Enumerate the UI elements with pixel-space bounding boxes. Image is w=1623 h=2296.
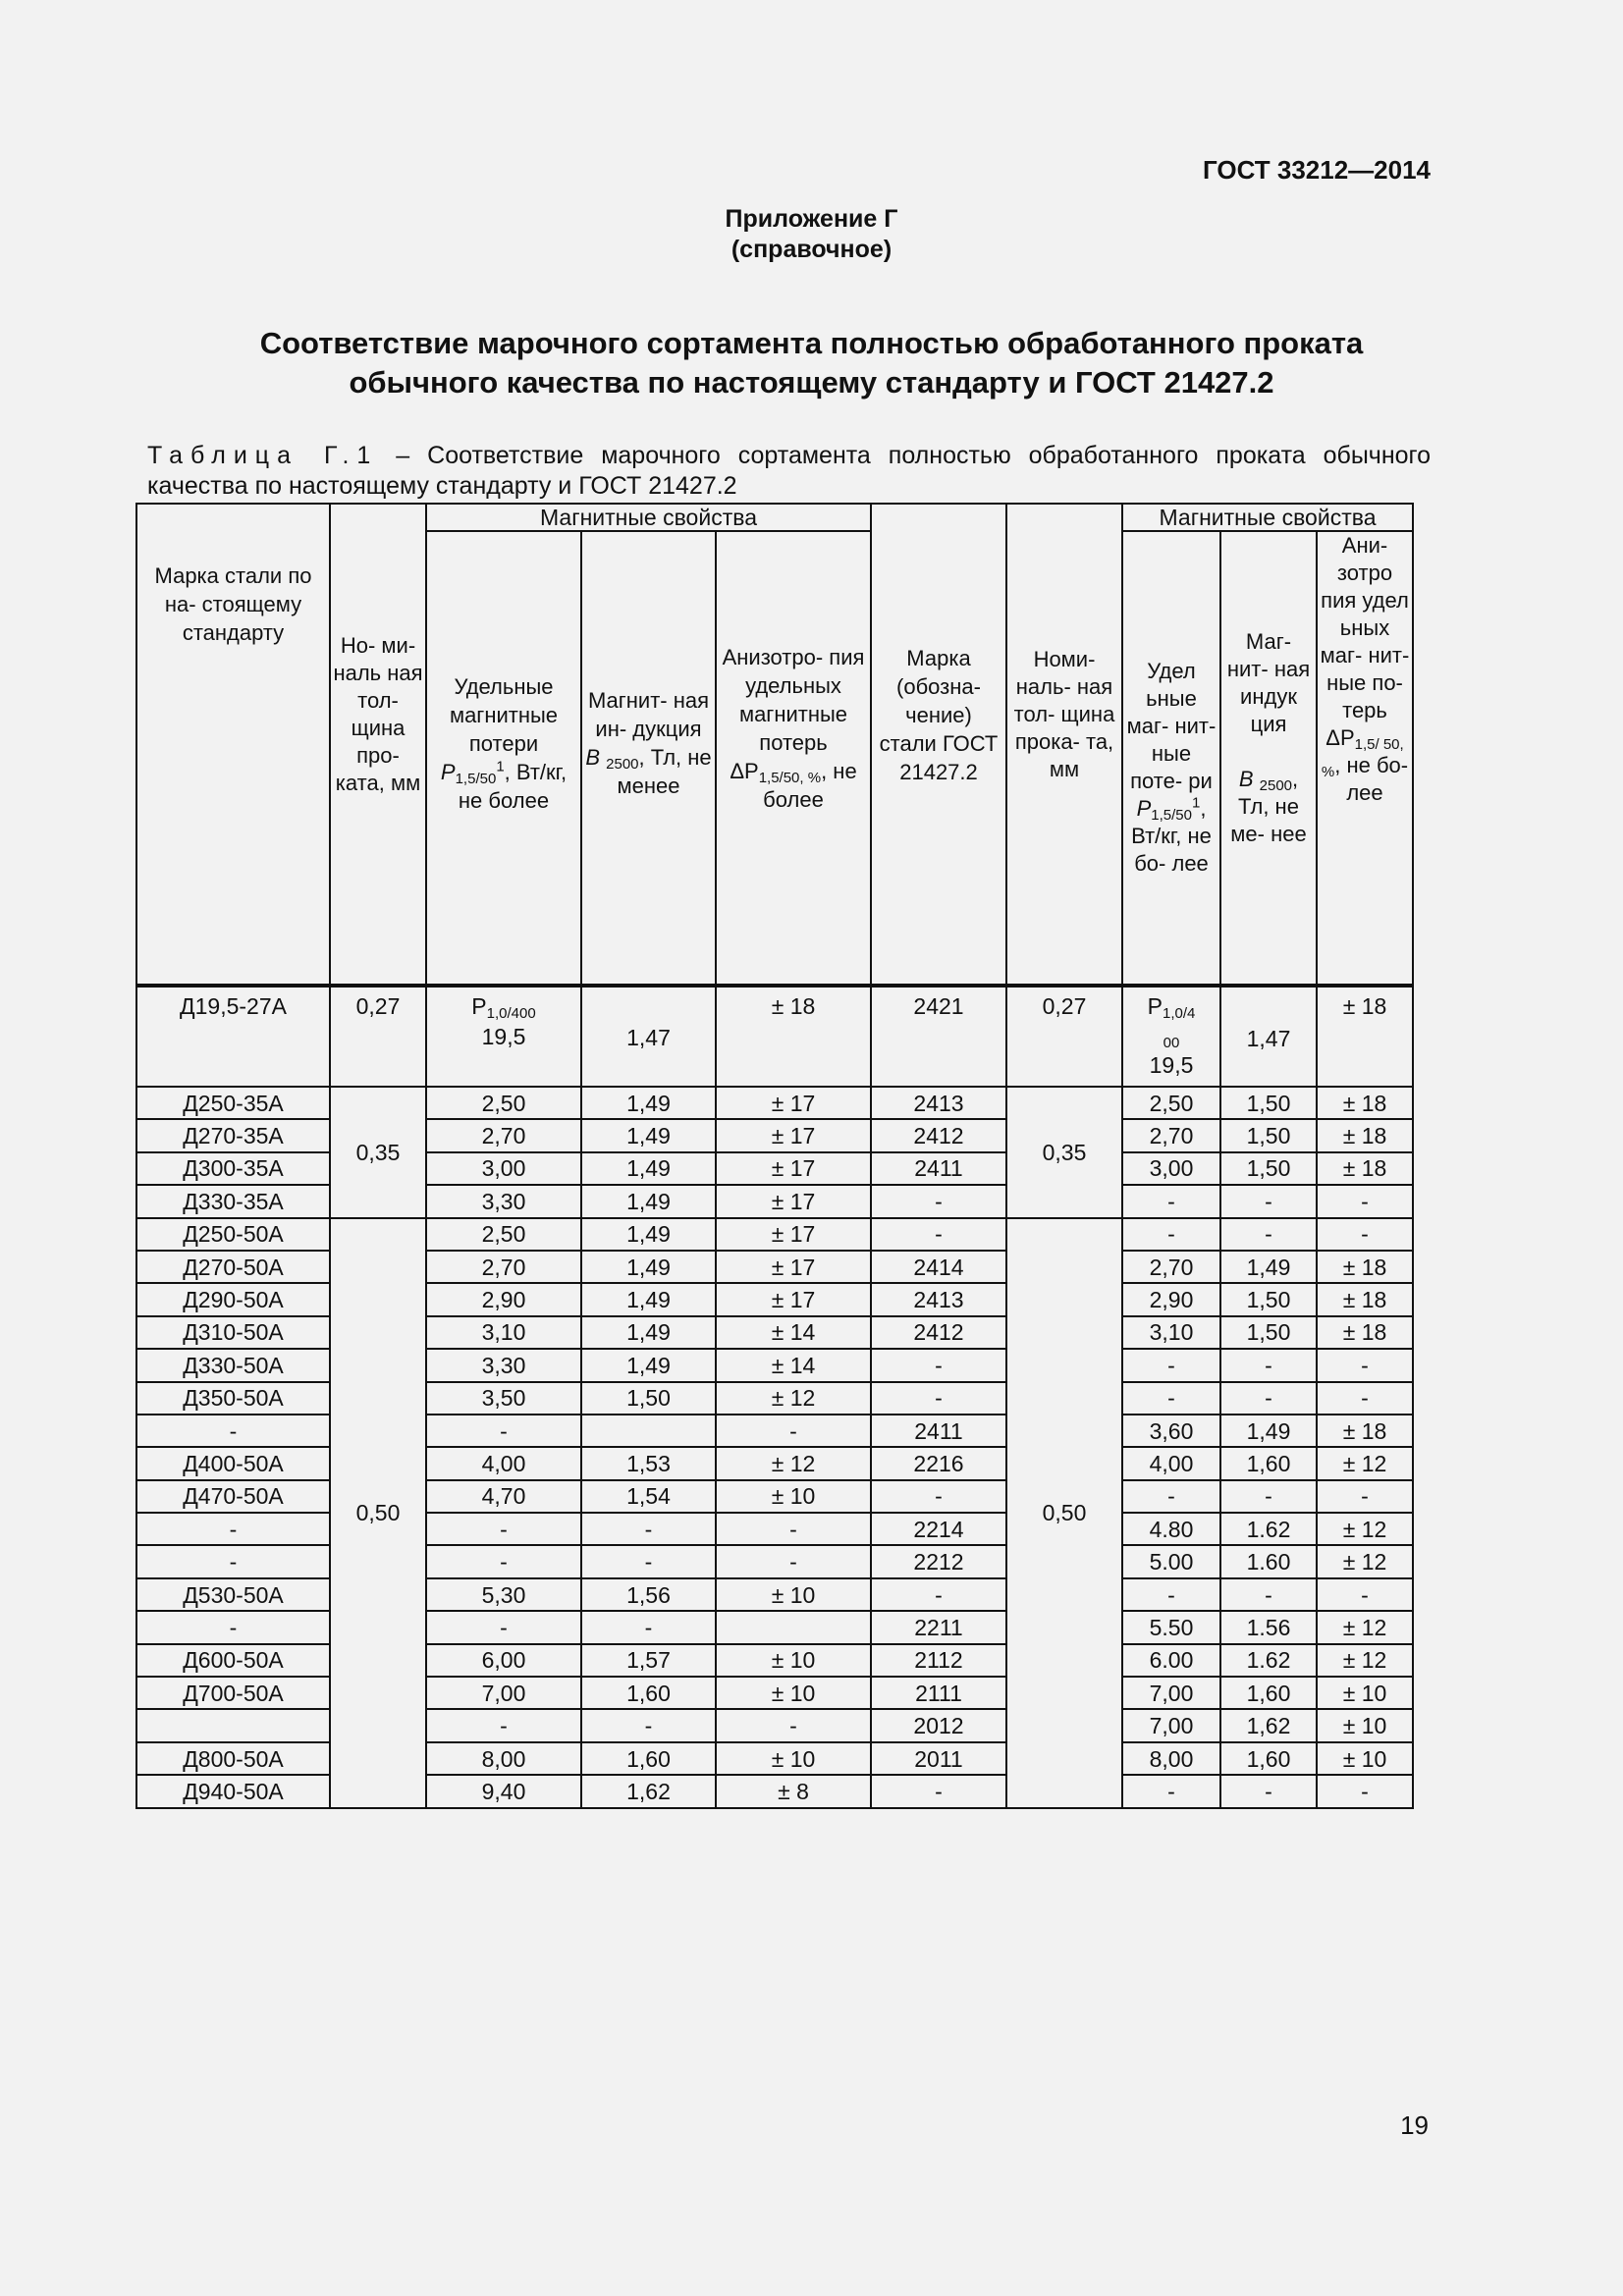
page-number: 19: [1400, 2110, 1429, 2140]
loss2-cell: 3,10: [1122, 1316, 1220, 1349]
induction-cell: 1,56: [581, 1578, 716, 1611]
grade-cell: Д270-50А: [136, 1251, 330, 1283]
induction-cell: 1,49: [581, 1316, 716, 1349]
col-thickness-header: Но- ми- наль ная тол- щина про- ката, мм: [330, 504, 426, 986]
induction-cell: [581, 1415, 716, 1447]
anisotropy2-cell: ± 18: [1317, 986, 1413, 1087]
gost-grade-cell: -: [871, 1578, 1006, 1611]
anisotropy-cell: -: [716, 1513, 871, 1545]
loss2-cell: -: [1122, 1218, 1220, 1251]
induction2-cell: 1,49: [1220, 1251, 1317, 1283]
loss-cell: 2,90: [426, 1283, 581, 1315]
anisotropy2-cell: ± 10: [1317, 1677, 1413, 1709]
anisotropy2-cell: -: [1317, 1349, 1413, 1381]
grade-cell: Д310-50А: [136, 1316, 330, 1349]
induction2-cell: 1.62: [1220, 1513, 1317, 1545]
grade-cell: -: [136, 1545, 330, 1577]
table-row: [136, 1447, 1413, 1479]
loss-cell: 2,50: [426, 1218, 581, 1251]
anisotropy-cell: -: [716, 1709, 871, 1741]
loss2-cell: 6.00: [1122, 1644, 1220, 1677]
loss-cell: 6,00: [426, 1644, 581, 1677]
thickness-cell: 0,27: [330, 986, 426, 1087]
induction-cell: 1,54: [581, 1480, 716, 1513]
anisotropy2-cell: -: [1317, 1218, 1413, 1251]
loss2-cell: 3,60: [1122, 1415, 1220, 1447]
anisotropy-cell: ± 10: [716, 1578, 871, 1611]
gost-grade-cell: 2111: [871, 1677, 1006, 1709]
table-row: [136, 986, 1413, 1087]
loss-cell: -: [426, 1513, 581, 1545]
induction-cell: 1,57: [581, 1644, 716, 1677]
table-label: Таблица Г.1: [147, 442, 379, 469]
loss-cell: -: [426, 1611, 581, 1643]
loss-cell: 2,70: [426, 1251, 581, 1283]
loss-cell: 7,00: [426, 1677, 581, 1709]
loss2-cell: 2,70: [1122, 1251, 1220, 1283]
gost-grade-cell: 2211: [871, 1611, 1006, 1643]
loss-cell: 2,50: [426, 1087, 581, 1119]
anisotropy2-cell: ± 18: [1317, 1316, 1413, 1349]
induction-cell: 1,49: [581, 1152, 716, 1185]
col-loss2-header: Удел ьные маг- нит- ные поте- ри $P_{1,5/50}^1$, Вт/кг, не бо- лее: [1122, 531, 1220, 986]
induction-cell: 1,49: [581, 1185, 716, 1217]
appendix-heading: [0, 204, 1623, 265]
table-row: [136, 1742, 1413, 1775]
loss-cell: 3,30: [426, 1185, 581, 1217]
gost-grade-cell: 2412: [871, 1119, 1006, 1151]
induction2-cell: -: [1220, 1578, 1317, 1611]
anisotropy-cell: ± 17: [716, 1251, 871, 1283]
gost-grade-cell: 2413: [871, 1087, 1006, 1119]
grade-cell: Д19,5-27А: [136, 986, 330, 1087]
table-row: [136, 1218, 1413, 1251]
induction2-cell: -: [1220, 1349, 1317, 1381]
gost-grade-cell: 2212: [871, 1545, 1006, 1577]
col-grade-header: Марка стали по на- стоящему стандарту: [136, 504, 330, 986]
table-row: [136, 1087, 1413, 1119]
anisotropy2-cell: ± 12: [1317, 1611, 1413, 1643]
induction-cell: -: [581, 1545, 716, 1577]
table-row: [136, 1480, 1413, 1513]
loss-cell: 9,40: [426, 1775, 581, 1807]
document-id: ГОСТ 33212—2014: [1203, 155, 1431, 185]
grade-cell: Д330-35А: [136, 1185, 330, 1217]
gost-grade-cell: 2011: [871, 1742, 1006, 1775]
induction-cell: 1,60: [581, 1742, 716, 1775]
title-line-1: Соответствие марочного сортамента полностью обработанного проката: [259, 326, 1364, 360]
anisotropy-cell: ± 12: [716, 1382, 871, 1415]
table-row: [136, 1611, 1413, 1643]
table-row: [136, 1578, 1413, 1611]
anisotropy-cell: [716, 1611, 871, 1643]
anisotropy-cell: -: [716, 1545, 871, 1577]
loss2-cell: 4.80: [1122, 1513, 1220, 1545]
col-loss-header: Удельные магнитные потери $P_{1,5/50}^1$, Вт/кг, не более: [426, 531, 581, 986]
induction2-cell: 1,50: [1220, 1283, 1317, 1315]
loss2-cell: 3,00: [1122, 1152, 1220, 1185]
induction-cell: 1,60: [581, 1677, 716, 1709]
anisotropy-cell: ± 17: [716, 1087, 871, 1119]
anisotropy-cell: ± 17: [716, 1283, 871, 1315]
gost-grade-cell: 2112: [871, 1644, 1006, 1677]
table-row: [136, 1545, 1413, 1577]
grade-cell: Д470-50А: [136, 1480, 330, 1513]
anisotropy2-cell: ± 18: [1317, 1152, 1413, 1185]
gost-grade-cell: -: [871, 1218, 1006, 1251]
thickness2-cell: 0,50: [1006, 1218, 1122, 1808]
anisotropy-cell: ± 12: [716, 1447, 871, 1479]
anisotropy2-cell: ± 18: [1317, 1119, 1413, 1151]
anisotropy2-cell: -: [1317, 1382, 1413, 1415]
anisotropy-cell: ± 10: [716, 1677, 871, 1709]
grade-cell: Д400-50А: [136, 1447, 330, 1479]
grade-cell: -: [136, 1611, 330, 1643]
table-row: [136, 1119, 1413, 1151]
induction2-cell: 1,50: [1220, 1119, 1317, 1151]
loss2-cell: 4,00: [1122, 1447, 1220, 1479]
induction-cell: -: [581, 1611, 716, 1643]
gost-grade-cell: -: [871, 1349, 1006, 1381]
induction2-cell: -: [1220, 1775, 1317, 1807]
col-gost-grade-header: Марка (обозна- чение) стали ГОСТ 21427.2: [871, 504, 1006, 986]
loss-cell: 3,00: [426, 1152, 581, 1185]
grade-correspondence-table: [135, 503, 1414, 1809]
loss2-cell: -: [1122, 1480, 1220, 1513]
gost-grade-cell: -: [871, 1775, 1006, 1807]
loss2-cell: 5.50: [1122, 1611, 1220, 1643]
induction2-cell: 1,47: [1220, 986, 1317, 1087]
anisotropy-cell: ± 10: [716, 1644, 871, 1677]
magnetic-properties-left-header: Магнитные свойства: [426, 504, 871, 531]
thickness2-cell: 0,35: [1006, 1087, 1122, 1218]
loss2-cell: -: [1122, 1382, 1220, 1415]
page-title: [118, 324, 1505, 402]
gost-grade-cell: 2414: [871, 1251, 1006, 1283]
anisotropy2-cell: ± 18: [1317, 1283, 1413, 1315]
induction2-cell: 1.56: [1220, 1611, 1317, 1643]
induction-cell: 1,49: [581, 1218, 716, 1251]
anisotropy-cell: ± 17: [716, 1185, 871, 1217]
grade-cell: Д300-35А: [136, 1152, 330, 1185]
gost-grade-cell: 2412: [871, 1316, 1006, 1349]
grade-cell: Д270-35А: [136, 1119, 330, 1151]
col-induction2-header: Маг- нит- ная индук ция B $_{2500}$, Тл, не ме- нее: [1220, 531, 1317, 986]
gost-grade-cell: 2411: [871, 1415, 1006, 1447]
grade-cell: Д290-50А: [136, 1283, 330, 1315]
loss-cell: -: [426, 1709, 581, 1741]
induction-cell: 1,49: [581, 1087, 716, 1119]
gost-grade-cell: -: [871, 1382, 1006, 1415]
loss2-cell: 7,00: [1122, 1709, 1220, 1741]
gost-grade-cell: -: [871, 1480, 1006, 1513]
loss-cell: 4,70: [426, 1480, 581, 1513]
anisotropy2-cell: -: [1317, 1578, 1413, 1611]
loss2-cell: -: [1122, 1349, 1220, 1381]
table-row: [136, 1644, 1413, 1677]
anisotropy2-cell: -: [1317, 1480, 1413, 1513]
table-row: [136, 1382, 1413, 1415]
anisotropy2-cell: -: [1317, 1185, 1413, 1217]
gost-grade-cell: 2214: [871, 1513, 1006, 1545]
induction-cell: 1,49: [581, 1349, 716, 1381]
loss2-cell: 2,50: [1122, 1087, 1220, 1119]
loss-cell: 5,30: [426, 1578, 581, 1611]
grade-cell: Д350-50А: [136, 1382, 330, 1415]
loss2-cell: 8,00: [1122, 1742, 1220, 1775]
anisotropy2-cell: ± 12: [1317, 1644, 1413, 1677]
col-thickness2-header: Номи- наль- ная тол- щина прока- та, мм: [1006, 504, 1122, 986]
loss2-cell: -: [1122, 1578, 1220, 1611]
induction-cell: 1,50: [581, 1382, 716, 1415]
table-row: [136, 1677, 1413, 1709]
gost-grade-cell: -: [871, 1185, 1006, 1217]
anisotropy-cell: ± 18: [716, 986, 871, 1087]
table-caption-text: – Соответствие марочного сортамента полностью обработанного проката обычного качества по настоящему стандарту и ГОСТ 21427.2: [147, 442, 1431, 500]
loss2-cell: 5.00: [1122, 1545, 1220, 1577]
loss-cell: -: [426, 1545, 581, 1577]
induction-cell: -: [581, 1513, 716, 1545]
grade-cell: -: [136, 1513, 330, 1545]
anisotropy-cell: ± 10: [716, 1742, 871, 1775]
loss2-cell: 7,00: [1122, 1677, 1220, 1709]
table-row: [136, 1283, 1413, 1315]
grade-cell: Д330-50А: [136, 1349, 330, 1381]
rows-035: [136, 1087, 1413, 1218]
appendix-label: Приложение Г: [725, 205, 898, 233]
loss-cell: 3,30: [426, 1349, 581, 1381]
loss2-cell: 2,90: [1122, 1283, 1220, 1315]
anisotropy-cell: ± 14: [716, 1349, 871, 1381]
table-row: [136, 1152, 1413, 1185]
anisotropy-cell: ± 8: [716, 1775, 871, 1807]
rows-050: [136, 1218, 1413, 1808]
gost-grade-cell: 2413: [871, 1283, 1006, 1315]
anisotropy-cell: -: [716, 1415, 871, 1447]
induction2-cell: 1.60: [1220, 1545, 1317, 1577]
table-caption: [147, 441, 1431, 502]
induction2-cell: -: [1220, 1480, 1317, 1513]
loss-cell: $Р_{1,0/400}$ 19,5: [426, 986, 581, 1087]
anisotropy-cell: ± 17: [716, 1119, 871, 1151]
loss2-cell: -: [1122, 1775, 1220, 1807]
table-row: [136, 1316, 1413, 1349]
magnetic-properties-right-header: Магнитные свойства: [1122, 504, 1413, 531]
induction2-cell: 1,60: [1220, 1447, 1317, 1479]
loss-cell: 8,00: [426, 1742, 581, 1775]
induction2-cell: -: [1220, 1185, 1317, 1217]
thickness-cell: 0,35: [330, 1087, 426, 1218]
induction2-cell: 1,50: [1220, 1152, 1317, 1185]
loss-cell: 3,50: [426, 1382, 581, 1415]
anisotropy2-cell: ± 12: [1317, 1447, 1413, 1479]
loss-cell: 4,00: [426, 1447, 581, 1479]
induction2-cell: -: [1220, 1218, 1317, 1251]
title-line-2: обычного качества по настоящему стандарту и ГОСТ 21427.2: [349, 365, 1274, 400]
loss-cell: -: [426, 1415, 581, 1447]
header-group-row: [136, 504, 1413, 531]
anisotropy2-cell: -: [1317, 1775, 1413, 1807]
anisotropy-cell: ± 17: [716, 1218, 871, 1251]
induction2-cell: 1,50: [1220, 1087, 1317, 1119]
induction2-cell: 1,60: [1220, 1742, 1317, 1775]
induction-cell: 1,49: [581, 1283, 716, 1315]
col-anisotropy2-header: Ани- зотро пия удел ьных маг- нит- ные по- терь $\Delta P_{1,5/ 50, \%}$, не бо- лее: [1317, 531, 1413, 986]
induction-cell: 1,62: [581, 1775, 716, 1807]
table-row: [136, 1775, 1413, 1807]
anisotropy2-cell: ± 10: [1317, 1742, 1413, 1775]
gost-grade-cell: 2216: [871, 1447, 1006, 1479]
grade-cell: Д800-50А: [136, 1742, 330, 1775]
table-row: [136, 1251, 1413, 1283]
loss-cell: 2,70: [426, 1119, 581, 1151]
anisotropy-cell: ± 10: [716, 1480, 871, 1513]
col-induction-header: Магнит- ная ин- дукция B $_{2500}$, Тл, не менее: [581, 531, 716, 986]
anisotropy2-cell: ± 18: [1317, 1251, 1413, 1283]
grade-cell: Д600-50А: [136, 1644, 330, 1677]
gost-grade-cell: 2411: [871, 1152, 1006, 1185]
grade-cell: Д530-50А: [136, 1578, 330, 1611]
loss-cell: 3,10: [426, 1316, 581, 1349]
induction2-cell: 1.62: [1220, 1644, 1317, 1677]
anisotropy2-cell: ± 12: [1317, 1545, 1413, 1577]
thickness2-cell: 0,27: [1006, 986, 1122, 1087]
anisotropy-cell: ± 14: [716, 1316, 871, 1349]
induction2-cell: 1,62: [1220, 1709, 1317, 1741]
grade-cell: Д250-50А: [136, 1218, 330, 1251]
induction-cell: 1,49: [581, 1251, 716, 1283]
table-row: [136, 1185, 1413, 1217]
loss2-cell: 2,70: [1122, 1119, 1220, 1151]
induction2-cell: 1,60: [1220, 1677, 1317, 1709]
appendix-type: (справочное): [730, 236, 893, 263]
table-row: [136, 1513, 1413, 1545]
induction2-cell: 1,50: [1220, 1316, 1317, 1349]
grade-cell: Д940-50А: [136, 1775, 330, 1807]
anisotropy2-cell: ± 18: [1317, 1415, 1413, 1447]
anisotropy2-cell: ± 10: [1317, 1709, 1413, 1741]
induction-cell: 1,53: [581, 1447, 716, 1479]
table-row: [136, 1349, 1413, 1381]
loss2-cell: -: [1122, 1185, 1220, 1217]
table-row: [136, 1415, 1413, 1447]
grade-cell: Д700-50А: [136, 1677, 330, 1709]
anisotropy2-cell: ± 18: [1317, 1087, 1413, 1119]
loss2-cell: $Р_{1,0/4}$ $_{00}$ 19,5: [1122, 986, 1220, 1087]
col-anisotropy-header: Анизотро- пия удельных магнитные потерь $\Delta P_{1,5/50, \%}$, не более: [716, 531, 871, 986]
grade-cell: -: [136, 1415, 330, 1447]
induction2-cell: 1,49: [1220, 1415, 1317, 1447]
anisotropy2-cell: ± 12: [1317, 1513, 1413, 1545]
induction-cell: 1,49: [581, 1119, 716, 1151]
table-row: [136, 1709, 1413, 1741]
induction-cell: 1,47: [581, 986, 716, 1087]
induction-cell: -: [581, 1709, 716, 1741]
grade-cell: Д250-35А: [136, 1087, 330, 1119]
thickness-cell: 0,50: [330, 1218, 426, 1808]
gost-grade-cell: 2012: [871, 1709, 1006, 1741]
induction2-cell: -: [1220, 1382, 1317, 1415]
anisotropy-cell: ± 17: [716, 1152, 871, 1185]
grade-cell: [136, 1709, 330, 1741]
gost-grade-cell: 2421: [871, 986, 1006, 1087]
